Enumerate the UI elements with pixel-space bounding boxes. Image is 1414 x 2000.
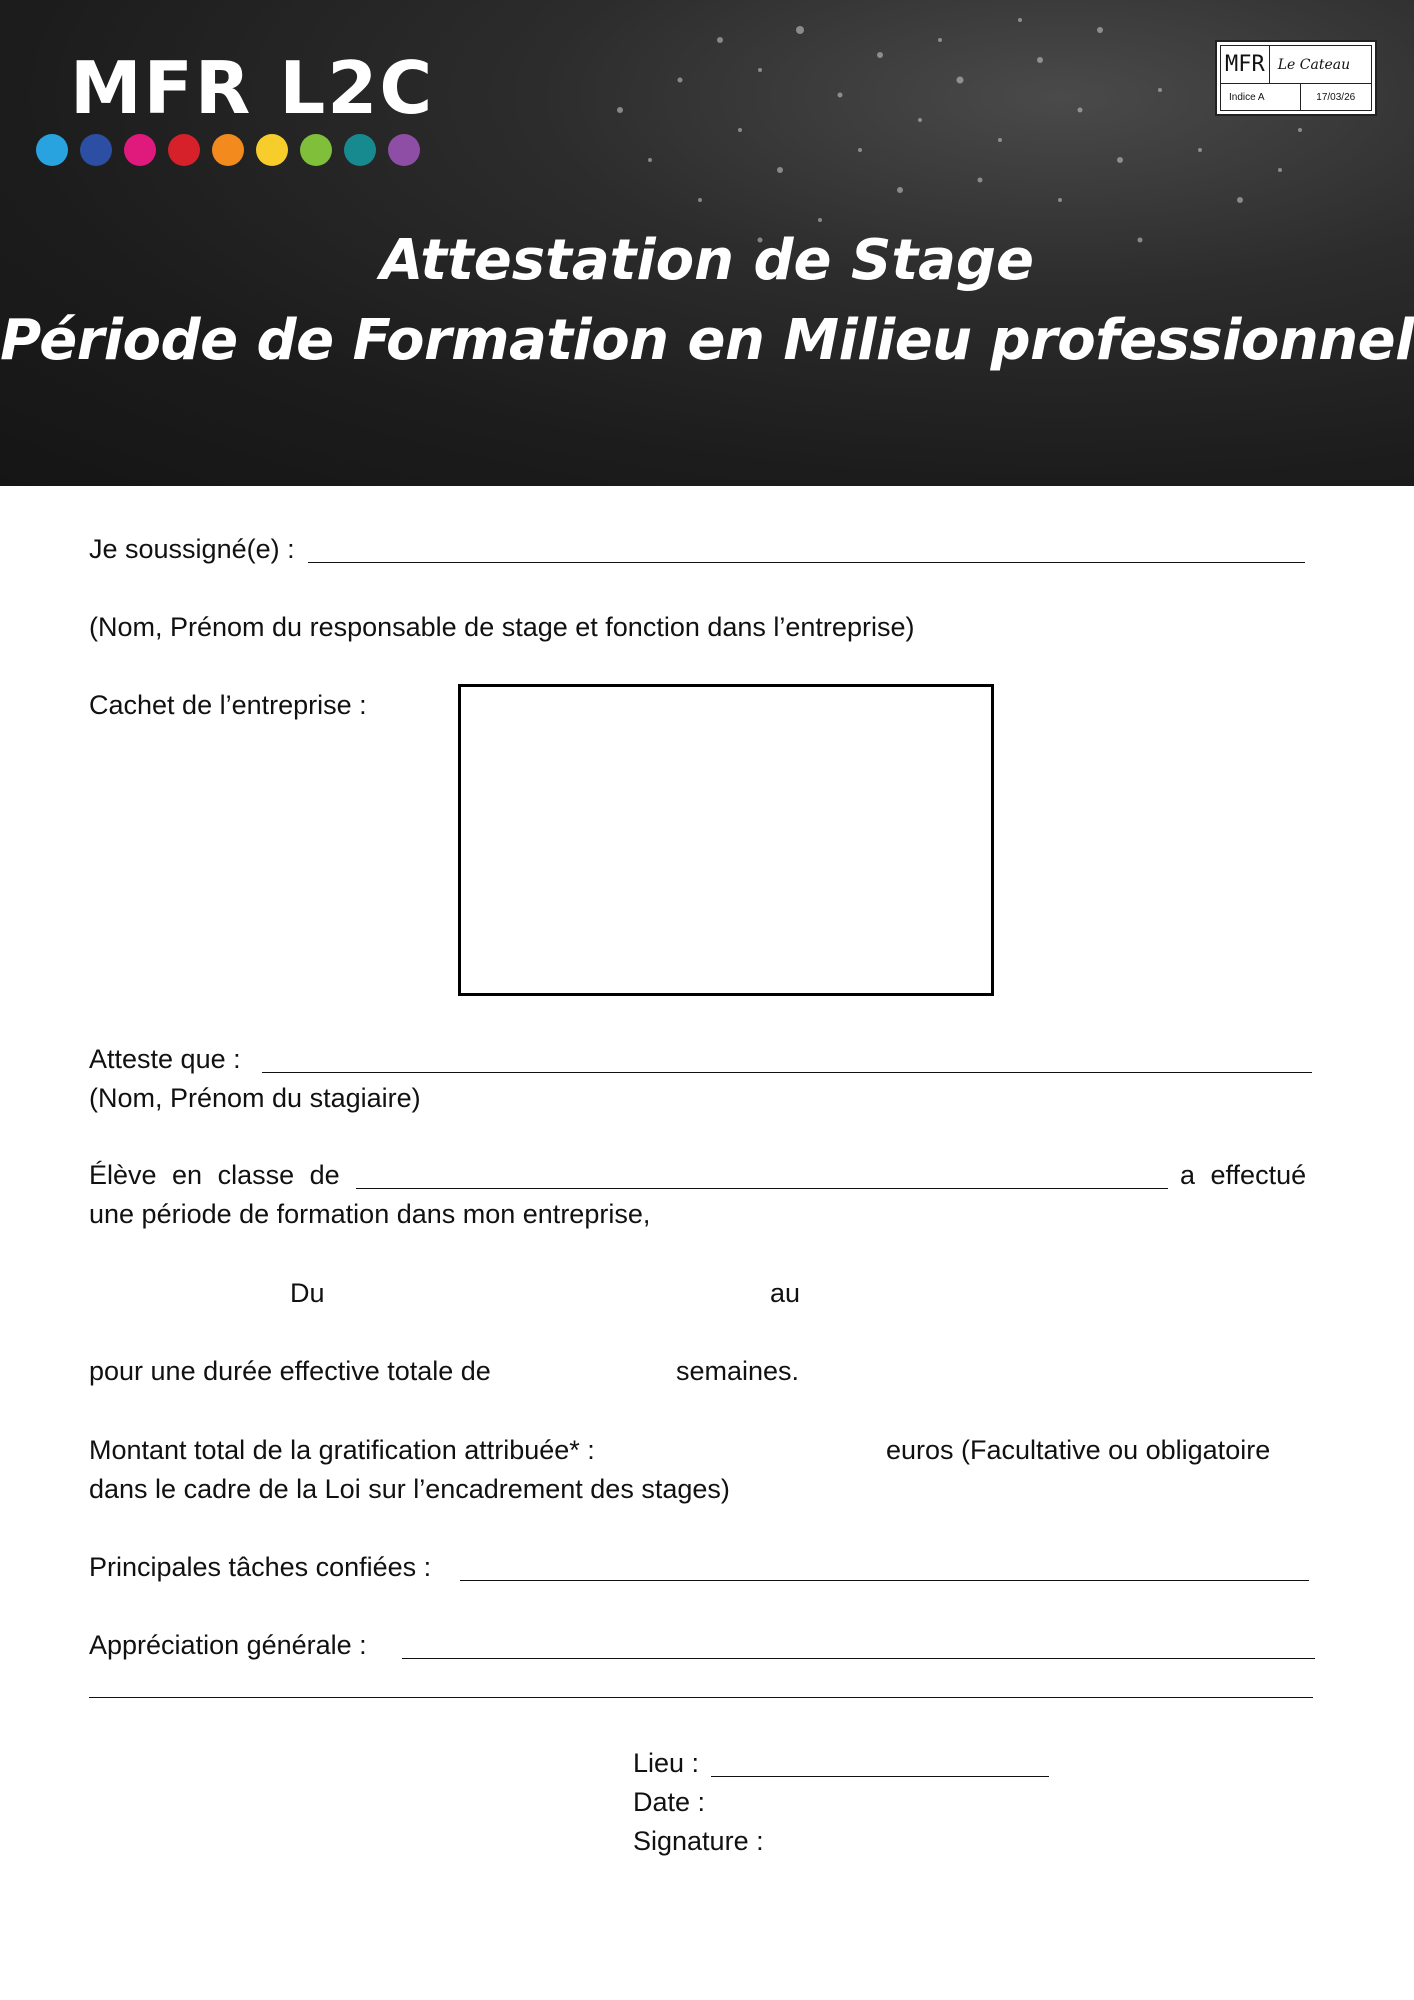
classe-field[interactable]: [356, 1188, 1168, 1189]
semaines-label: semaines.: [676, 1356, 800, 1386]
au-label: au: [770, 1278, 801, 1308]
montant-line2: dans le cadre de la Loi sur l’encadrement des stages): [89, 1474, 730, 1504]
color-dot-8: [344, 134, 376, 166]
badge-indice: Indice A: [1221, 84, 1301, 110]
appreciation-field-line2[interactable]: [89, 1697, 1313, 1698]
du-label: Du: [290, 1278, 325, 1308]
signature-label: Signature :: [633, 1826, 764, 1856]
duree-label: pour une durée effective totale de: [89, 1356, 491, 1386]
cachet-label: Cachet de l’entreprise :: [89, 690, 367, 720]
badge-mfr: MFR: [1221, 46, 1270, 83]
badge-date: 17/03/26: [1316, 91, 1356, 103]
badge-script: Le Cateau: [1277, 56, 1351, 73]
header-banner: [0, 0, 1414, 486]
atteste-hint: (Nom, Prénom du stagiaire): [89, 1083, 421, 1113]
appreciation-label: Appréciation générale :: [89, 1630, 367, 1660]
soussigne-label: Je soussigné(e) :: [89, 534, 295, 564]
stagiaire-field[interactable]: [262, 1072, 1312, 1073]
page-title: Attestation de Stage: [379, 228, 1034, 293]
eleve-line2: une période de formation dans mon entreprise,: [89, 1199, 651, 1229]
eleve-suffix: a effectué: [1180, 1160, 1307, 1190]
lieu-field[interactable]: [711, 1776, 1049, 1777]
color-dot-7: [300, 134, 332, 166]
montant-suffix: euros (Facultative ou obligatoire: [886, 1435, 1271, 1465]
document-badge: [1215, 40, 1377, 116]
color-dot-3: [124, 134, 156, 166]
atteste-label: Atteste que :: [89, 1044, 241, 1074]
color-dot-2: [80, 134, 112, 166]
company-stamp-box[interactable]: [458, 684, 994, 996]
color-dot-6: [256, 134, 288, 166]
color-dot-5: [212, 134, 244, 166]
color-dot-4: [168, 134, 200, 166]
color-dot-9: [388, 134, 420, 166]
soussigne-hint: (Nom, Prénom du responsable de stage et fonction dans l’entreprise): [89, 612, 915, 642]
lieu-label: Lieu :: [633, 1748, 700, 1778]
color-dot-1: [36, 134, 68, 166]
date-label: Date :: [633, 1787, 706, 1817]
taches-field[interactable]: [460, 1580, 1309, 1581]
soussigne-field[interactable]: [308, 562, 1305, 563]
taches-label: Principales tâches confiées :: [89, 1552, 432, 1582]
page-subtitle: Période de Formation en Milieu professionnel: [0, 308, 1414, 373]
mfr-l2c-logo: MFR L2C: [70, 46, 435, 130]
color-dots: [36, 134, 420, 166]
eleve-prefix: Élève en classe de: [89, 1160, 340, 1190]
montant-label: Montant total de la gratification attribuée* :: [89, 1435, 595, 1465]
appreciation-field[interactable]: [402, 1658, 1315, 1659]
